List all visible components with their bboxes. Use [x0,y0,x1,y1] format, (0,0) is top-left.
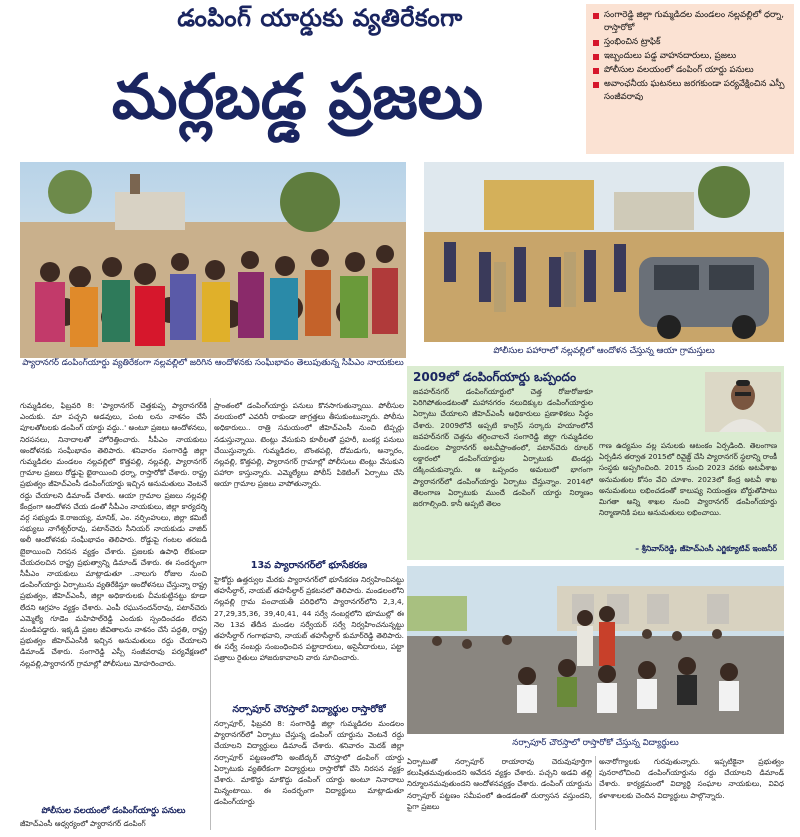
article-column-2-tail [214,718,404,830]
subhead-police-ring: పోలీసుల వలయంలో డంపింగ్‌యార్డు పనులు [41,805,186,815]
column-divider [595,756,596,830]
bullet-icon [593,13,599,19]
bullet-icon [593,54,599,60]
subhead-students-protest: నర్సాపూర్ చౌరస్తాలో విద్యార్థుల రాస్తారోకో [232,704,386,715]
article-bottom-left: ఏర్పాటుతో నర్సాపూర్ రాయారావు చెరువుపూర్తిగా కలుషితమవుతుందని ఆవేదన వ్యక్తం చేశారు. పచ్చని అడవి తల్లి నిర్మూలనమవుతుందని ఆందోళనవ్యక్తం చేశారు. డంపింగ్ యార్డును నర్సాపూర్ పట్టణం సమీపంలో ఉండడంతో దుర్వాసన వస్తుందని, పైగా ప్రజలు [407,757,592,811]
bullet-icon [593,68,599,74]
bullet-icon [593,82,599,88]
highlight-item: ఇబ్బందులు పడ్డ వాహనదారులు, ప్రజలు [592,50,788,63]
bullet-icon [593,40,599,46]
highlight-item: సంగారెడ్డి జిల్లా గుమ్మడిదల మండలం నల్లవల్లిలో ధర్నా, రాస్తారోకో [592,9,788,35]
article-paragraph: ప్రాంతంలో డంపింగ్‌యార్డు పనులు కొనసాగుతున్నాయి. పోలీసుల వలయంలో ఎవరినీ రాకుండా జాగ్రత్తలు తీసుకుంటున్నారు. పోలీసు అధికారులు.. రాత్రి సమయంలో జీహెచ్‌ఎంసీ నుంచి టిప్పర్లు నడుస్తున్నాయి. టెంట్లు వేసుకుని కూలీలతో ప్రహరీ, బంకర్ల పనులు చేయిస్తున్నారు. గుమ్మడిదల, బొంతపల్లి, దోమడుగు, అన్నారం, నల్లవల్లి, కొత్తపల్లి, ప్యారానగర్ గ్రామాల్లో పోలీసులు టెంట్లు వేసుకుని పహారా కాస్తున్నారు. ఎమ్మెల్యేలు పోలీస్ పికెటింగ్ ఏర్పాటు చేసి ఆయా గ్రామాల ప్రజలు వాపోతున్నారు. [214,401,404,489]
article-column-2 [214,400,404,558]
article-paragraph: నర్సాపూర్, ఫిబ్రవరి 8: సంగారెడ్డి జిల్లా గుమ్మడిదల మండలం ప్యారానగర్‌లో ఏర్పాటు చేస్తున్న డంపింగ్ యార్డును వెంటనే రద్దు చేయాలని విద్యార్థులు డిమాండ్ చేశారు. శనివారం మెదక్ జిల్లా నర్సాపూర్ పట్టణంలోని అంబేద్కర్ చౌరస్తాలో డంపింగ్ యార్డు ఏర్పాటుకు వ్యతిరేకంగా విద్యార్థులు రాస్తారోకో చేసి నిరసన వ్యక్తం చేశారు. మాకొద్దు మాకొద్దు డంపింగ్ యార్డు అంటూ నినాదాలు మిన్నంటాయి. ఈ సందర్భంగా విద్యార్థులు మాట్లాడుతూ డంపింగ్‌యార్డు [214,719,404,807]
article-paragraph: హైకోర్టు ఉత్తర్వుల మేరకు ప్యారానగర్‌లో భూసేకరణ నిర్వహించినట్టు తహసీల్దార్, నాయబ్ తహసీల్దార్ ప్రకటనలో తెలిపారు. మండలంలోని నల్లవల్లి గ్రామ పంచాయతీ పరిధిలోని ప్యారానగర్‌లోని 2,3,4, 27,29,35,36, 39,40,41, 44 సర్వే నంబర్లలోని భూముల్లో ఈ నెల 13వ తేదీన మండల సర్వేయర్ సర్వే నిర్వహించనున్నట్టు తహసీల్దార్ గంగాభవాని, నాయబ్ తహసీల్దార్ కుమార్‌రెడ్డి తెలిపారు. ఈ సర్వే నంబర్లు సంబంధించిన పట్టాదారులు, అసైనీదారులు, పట్టా పత్రాలు రైతులు హాజరుకావాలని వారు సూచించారు. [214,575,404,663]
info-box-title: 2009లో డంపింగ్‌యార్డు ఒప్పందం [413,370,577,384]
photo-caption-right: పోలీసుల పహారాలో నల్లవల్లిలో ఆందోళన చేస్తున్న ఆయా గ్రామస్తులు [493,346,715,356]
highlight-item: అవాంఛనీయ ఘటనలు జరగకుండా పర్యవేక్షించిన ఎస్పీ సంజీవరావు [592,78,788,104]
info-box-left-text: జవహర్‌నగర్ డంపింగ్‌యార్డులో చెత్త రోజురోజుకూ పెరిగిపోతుండటంతో మహానగరం నలుదిక్కుల డంపింగ్‌యార్డుల ఏర్పాటు చేయాలని జీహెచ్‌ఎంసీ అధికారులు ప్రణాళికలు సిద్ధం చేశారు. 2009లోనే అప్పటి కాంగ్రెస్ సర్కారు హయాంలోనే జవహర్‌నగర్ చెత్తను తగ్గించాలనే సంగారెడ్డి జిల్లా గుమ్మడిదల మండలం ప్యారానగర్ అటవీప్రాంతంలో, పటాన్‌చెరు రూలర్ లక్డారంలో డంపింగ్‌యార్డుల ఏర్పాటుకు టెండర్లు దక్కించుకున్నారు. ఆ ఒప్పందం అమలులో భాగంగా ప్యారానగర్‌లో డంపింగ్‌యార్డు ఏర్పాటు చేస్తున్నాం. 2014లో తెలంగాణ ఏర్పాటుకు ముందే డంపింగ్ యార్డు నిర్మాణం జరగాల్సింది. కానీ అప్పటి తెలం [413,387,593,509]
photo-caption-left: ప్యారానగర్ డంపింగ్‌యార్డు వ్యతిరేకంగా నల్లవల్లిలో జరిగిన ఆందోళనకు సంఘీభావం తెలుపుతున్న సీపీఎం నాయకులు [22,358,404,368]
photo-police-guard [424,162,784,342]
article-bottom-right: అనారోగ్యాలకు గురవుతున్నారు. ఇప్పటికైనా ప్రభుత్వం పునరాలోచించి డంపింగ్‌యార్డును రద్దు చేయాలని డిమాండ్ చేశారు. కార్యక్రమంలో విద్యార్థి సంఘాల నాయకులు, వివిధ కళాశాలలకు చెందిన విద్యార్థులు పాల్గొన్నారు. [599,757,784,800]
subhead-land-survey: 13వ ప్యారానగర్‌లో భూసేకరణ [250,560,368,571]
column-divider [210,398,211,830]
article-column-2-mid [214,574,404,702]
article-paragraph: గుమ్మడిదల, ఫిబ్రవరి 8: 'ప్యారానగర్ చెత్తకుప్ప ప్యారానగర్‌కి ఎందుకు. మా పచ్చని అడవులు, పంట లను నాశనం చేసే పూలతోటలకు డంపింగ్ యార్డు వద్దు..' అంటూ ప్రజలు ఆందోళనలు, నిరసనలు, నినాదాలతో హోరెత్తించారు. సీపీఎం నాయకులు ఆందోళనకు సంఘీభావం తెలిపారు. శనివారం సంగారెడ్డి జిల్లా గుమ్మడిదల మండలం నల్లవల్లిలో కొత్తపల్లి, నల్లవల్లి, ప్యారానగర్ గ్రామాల ప్రజలు రోడ్డుపై భైఠాయించి ధర్నా, రాస్తారోకో చేశారు. రాష్ట్ర ప్రభుత్వం జీహెచ్‌ఎంసీ డంపింగ్‌యార్డు ఇచ్చిన అనుమతులు వెంటనే రద్దు చేయాలని డిమాండ్ చేశారు. ఆయా గ్రామాల ప్రజలు నల్లవల్లి కేంద్రంగా ఆందోళన చేయ డంతో సీపీఎం నాయకులు, జిల్లా కార్యదర్శి వర్గ సభ్యుడు కె.రాజయ్య, మానిక్, ఎం. నర్సింహులు, జిల్లా కమిటీ సభ్యులు నాగేశ్వర్‌రావు, పటాన్‌చెరు సీనియర్ నాయకుడు వాజిద్ అలీ ఆందోళనకు సంఘీభావం తెలిపారు. రోడ్డుపై గంటల తరబడి బైఠాయించి నిరసన వ్యక్తం చేశారు. ప్రజలకు ఉపాధి లేకుండా చేయదలచిన రాష్ట్ర ప్రభుత్వాన్ని డిమాండ్ చేశారు. ఈ సందర్భంగా సీపీఎం నాయకులు మాట్లాడుతూ ..నాలుగు రోజుల నుంచి డంపింగ్‌యార్డు ఏర్పాటును వ్యతిరేకిస్తూ ఆందోళనలు చేస్తున్నా రాష్ట్ర ప్రభుత్వం, జీహెచ్‌ఎంసీ, జిల్లా అధికారులకు చీమకుట్టినట్టు కూడా లేదని ఆగ్రహం వ్యక్తం చేశారు. ఎంపీ రఘునందన్‌రావు, పటాన్‌చెరు ఎమ్మెల్యే గూడెం మహిపాల్‌రెడ్డి ఎందుకు స్పందించడం లేదని మండిపడ్డారు. ఇక్కడి ప్రజల జీవితాలను నాశనం చేసే పద్దతి, రాష్ట్ర ప్రభుత్వం జీహెచ్‌ఎంసీకి ఇచ్చిన అనుమతులు రద్దు చేయాలని డిమాండ్ చేశారు. సంగారెడ్డి ఎస్పీ సంజీవరావు పర్యవేక్షణలో నల్లవల్లి,ప్యారానగర్ గ్రామాల్లో పోలీసులు మోహరించారు. [20,401,207,668]
quote-source: – శ్రీనివాస్‌రెడ్డి, జీహెచ్‌ఎంసీ ఎగ్జిక్యూటివ్ ఇంజనీర్ [635,544,777,553]
highlights-box [586,4,794,154]
headline-kicker: డంపింగ్ యార్డుకు వ్యతిరేకంగా [177,4,463,32]
info-box-right-text: గాణ ఉద్యమం వల్ల పనులకు ఆటంకం ఏర్పడింది. తెలంగాణ ఏర్పడిన తర్వాత 2015లో రివైజ్డ్ చేసి ప్యారానగర్ స్థలాన్ని రాంకీ సంస్థకు అప్పగించింది. 2015 నుంచి 2023 వరకు అటవీశాఖ అనుమతుల కోసం వేచి చూశాం. 2023లో కేంద్ర అటవీ శాఖ అనుమతులు లభించడంతో కాలుష్య నియంత్రణ బోర్డుతోపాటు మిగతా అన్ని శాఖల నుంచి ప్యారానగర్ డంపింగ్‌యార్డు నిర్మాణానికి పలు అనుమతులు లభించాయి. [599,441,777,518]
photo-caption-bottom: నర్సాపూర్ చౌరస్తాలో రాస్తారోకో చేస్తున్న విద్యార్థులు [512,738,679,748]
article-column-1-tail: జీహెచ్‌ఎంసీ ఆధ్వర్యంలో ప్యారానగర్ డంపింగ్ [20,819,146,828]
highlight-item: స్తంభించిన ట్రాఫిక్ [592,36,788,49]
portrait-engineer [705,372,781,432]
headline: మర్లబడ్డ ప్రజలు [111,60,484,133]
article-column-1 [20,400,207,802]
info-box-right-text-top [599,386,701,438]
highlight-item: పోలీసుల వలయంలో డంపింగ్ యార్డు పనులు [592,64,788,77]
photo-cpm-protest [20,162,406,358]
photo-students-rasta-roko [407,566,784,734]
